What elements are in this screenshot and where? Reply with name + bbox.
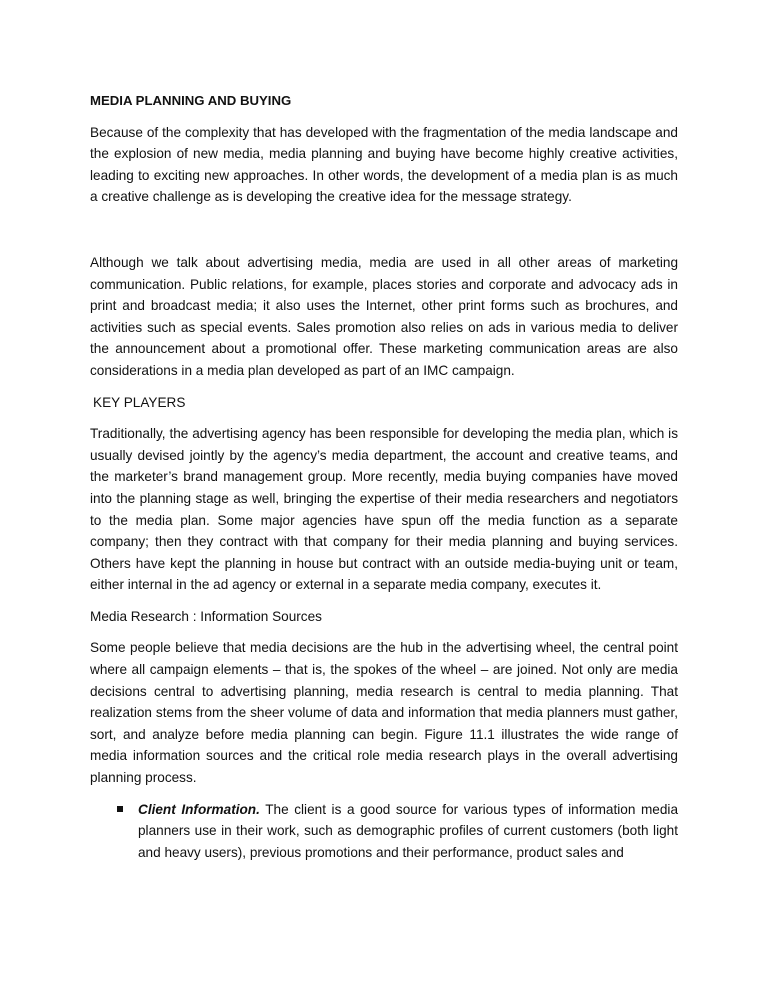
- key-players-heading: KEY PLAYERS: [93, 394, 186, 410]
- media-research-paragraph: Some people believe that media decisions are the hub in the advertising wheel, the central point where all campaign elements – that is, the spokes of the wheel – are joined. Not only are media decisions central to advertising planning, media research is central to media planning. That realization stems from the sheer volume of data and information that media planners must gather, sort, and analyze before media planning can begin. Figure 11.1 illustrates the wide range of media information sources and the critical role media research plays in the overall advertising planning process.: [90, 640, 678, 786]
- bullet-term: Client Information.: [138, 801, 260, 817]
- page-title: MEDIA PLANNING AND BUYING: [90, 93, 292, 108]
- key-players-paragraph: Traditionally, the advertising agency has been responsible for developing the media plan, which is usually devised jointly by the agency’s media department, the account and creative teams, and the marketer’s brand management group. More recently, media buying companies have moved into the planning stage as well, bringing the expertise of their media researchers and negotiators to the media plan. Some major agencies have spun off the media function as a separate company; then they contract with that company for their media planning and buying services. Others have kept the planning in house but contract with an outside media-buying unit or team, either internal in the ad agency or external in a separate media company, executes it.: [90, 426, 678, 593]
- document-page: [90, 90, 678, 863]
- list-item: [90, 799, 678, 864]
- bullet-list: [90, 799, 678, 864]
- intro-paragraph-2: Although we talk about advertising media, media are used in all other areas of marketing communication. Public relations, for example, places stories and corporate and advocacy ads in print and broadcast media; it also uses the Internet, other print forms such as brochures, and activities such as special events. Sales promotion also relies on ads in various media to deliver the announcement about a promotional offer. These marketing communication areas are also considerations in a media plan developed as part of an IMC campaign.: [90, 254, 678, 378]
- square-bullet-icon: [117, 806, 123, 812]
- intro-paragraph-1: Because of the complexity that has developed with the fragmentation of the media landscape and the explosion of new media, media planning and buying have become highly creative activities, leading to exciting new approaches. In other words, the development of a media plan is as much a creative challenge as is developing the creative idea for the message strategy.: [90, 124, 678, 205]
- media-research-heading: Media Research : Information Sources: [90, 608, 322, 624]
- bullet-text: The client is a good source for various types of information media planners use in their work, such as demographic profiles of current customers (both light and heavy users), previous promotions and their performance, product sales and: [138, 801, 679, 860]
